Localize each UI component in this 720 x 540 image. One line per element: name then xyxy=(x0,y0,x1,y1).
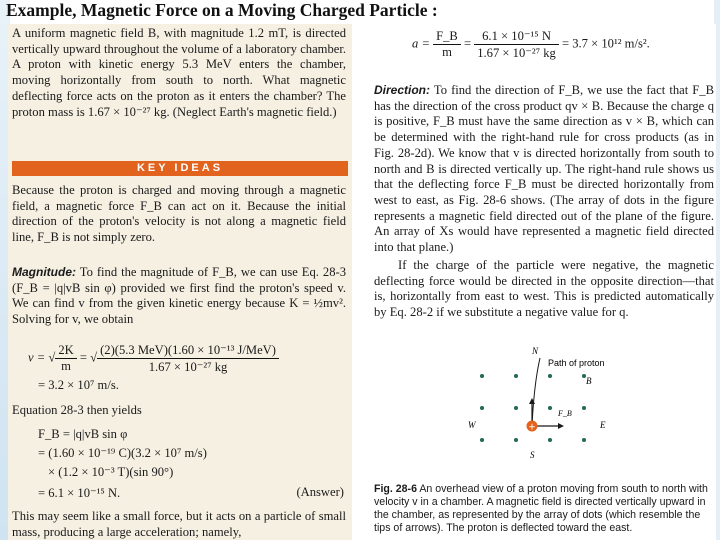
direction-text: To find the direction of F_B, we use the fact that F_B has the direction of the cross product qv × B. Because the charge q is positive, F_B must have the same direction as v × B, which can be determined with the right-hand rule for cross products (as in Fig. 28-2d). We know that v is directed horizontally from south to north and B is directed vertically up. The right-hand rule shows us that the deflecting force F_B must be directed horizontally from west to east, as Fig. 28-6 shows. (The array of dots in the figure represents a magnetic field directed out of the plane of the figure. An array of Xs would have represented a magnetic field directed into that plane.) xyxy=(374,83,714,255)
label-east: E xyxy=(600,420,606,430)
accel-result: = 3.7 × 10¹² m/s². xyxy=(561,36,650,51)
negative-charge-paragraph: If the charge of the particle were negative, the magnetic deflecting force would be directed in the opposite direction—that is, horizontally from east to west. This is predicted automatically by Eq. 28-2 if we substitute a negative value for q. xyxy=(374,258,714,320)
direction-paragraph xyxy=(374,83,714,256)
right-column xyxy=(370,24,716,540)
value-fraction xyxy=(97,342,279,375)
label-north: N xyxy=(532,346,539,356)
speed-result: = 3.2 × 10⁷ m/s. xyxy=(38,378,119,392)
value-den: 1.67 × 10⁻²⁷ kg xyxy=(148,360,228,374)
accel-eq: = xyxy=(463,36,472,51)
direction-lead: Direction: xyxy=(374,83,431,97)
eq-v-mid: = xyxy=(79,350,87,365)
closing-text: This may seem like a small force, but it acts on a particle of small mass, producing a large acceleration; namely, xyxy=(12,509,346,539)
value-num: (2)(5.3 MeV)(1.60 × 10⁻¹³ J/MeV) xyxy=(97,342,279,359)
accel-num1: F_B xyxy=(433,29,461,45)
field-dot xyxy=(548,406,552,410)
label-south: S xyxy=(530,450,535,460)
field-dot xyxy=(548,438,552,442)
label-path: Path of proton xyxy=(548,358,605,368)
accel-den2: 1.67 × 10⁻²⁷ kg xyxy=(477,46,556,60)
accel-frac2 xyxy=(474,28,559,61)
label-west: W xyxy=(468,420,476,430)
slide-title: Example, Magnetic Force on a Moving Charged Particle : xyxy=(6,0,438,20)
accel-den1: m xyxy=(442,45,452,59)
field-dot xyxy=(548,374,552,378)
key-ideas-text: Because the proton is charged and moving through a magnetic field, a magnetic force F_B can act on it. Because the initial direction of the proton's velocity is not along a magnetic field line, F_B is not simply zero. xyxy=(12,183,346,245)
accel-lhs: a = xyxy=(412,36,430,51)
force-arrowhead xyxy=(558,423,564,429)
field-dot xyxy=(480,406,484,410)
force-eq-line1: F_B = |q|vB sin φ xyxy=(38,427,128,441)
force-eq-line2: = (1.60 × 10⁻¹⁹ C)(3.2 × 10⁷ m/s) xyxy=(38,446,207,460)
field-dot xyxy=(582,406,586,410)
label-b: B xyxy=(586,376,592,386)
magnitude-lead: Magnitude: xyxy=(12,265,76,279)
speed-equation xyxy=(28,342,279,375)
field-dot xyxy=(514,406,518,410)
sqrt-sign-2: √ xyxy=(90,350,98,365)
proton-figure xyxy=(468,344,648,462)
field-dot xyxy=(480,374,484,378)
sqrt-fraction xyxy=(55,343,76,374)
sqrt-num: 2K xyxy=(55,343,76,359)
field-dot xyxy=(514,374,518,378)
force-eq-line3: × (1.2 × 10⁻³ T)(sin 90°) xyxy=(48,465,174,479)
sqrt-den: m xyxy=(61,359,71,373)
field-dot xyxy=(514,438,518,442)
problem-statement: A uniform magnetic field B, with magnitude 1.2 mT, is directed vertically upward throughout the volume of a laboratory chamber. A proton with kinetic energy 5.3 MeV enters the chamber, moving horizontally from south to north. What magnetic deflecting force acts on the proton as it enters the chamber? The proton mass is 1.67 × 10⁻²⁷ kg. (Neglect Earth's magnetic field.) xyxy=(12,26,346,119)
proton-path xyxy=(532,358,540,426)
left-column xyxy=(8,24,352,540)
answer-tag: (Answer) xyxy=(296,485,344,499)
key-ideas-bar: KEY IDEAS xyxy=(12,161,348,176)
proton-sign: + xyxy=(528,422,536,433)
field-dot xyxy=(480,438,484,442)
accel-equation xyxy=(412,28,650,61)
accel-num2: 6.1 × 10⁻¹⁵ N xyxy=(474,28,559,45)
magnitude-paragraph xyxy=(12,265,346,328)
accel-frac1 xyxy=(433,29,461,60)
magnitude-text: To find the magnitude of F_B, we can use Eq. 28-3 (F_B = |q|vB sin φ) provided we first find the proton's speed v. We can find v from the given kinetic energy because K = ½mv². Solving for v, we obtain xyxy=(12,265,346,327)
figure-caption xyxy=(374,483,710,535)
caption-text: An overhead view of a proton moving from south to north with velocity v in a chamber. A magnetic field is directed vertically upward in the chamber, as represented by the array of dots (which resemble the tips of arrows). The proton is deflected toward the east. xyxy=(374,482,708,534)
caption-label: Fig. 28-6 xyxy=(374,482,417,495)
force-eq-line4: = 6.1 × 10⁻¹⁵ N. xyxy=(38,486,121,500)
field-dot xyxy=(582,438,586,442)
eq-v-lhs: v = xyxy=(28,350,46,365)
sqrt-sign: √ xyxy=(48,350,56,365)
label-fb: F_B xyxy=(558,409,572,418)
equation-then: Equation 28-3 then yields xyxy=(12,403,142,417)
